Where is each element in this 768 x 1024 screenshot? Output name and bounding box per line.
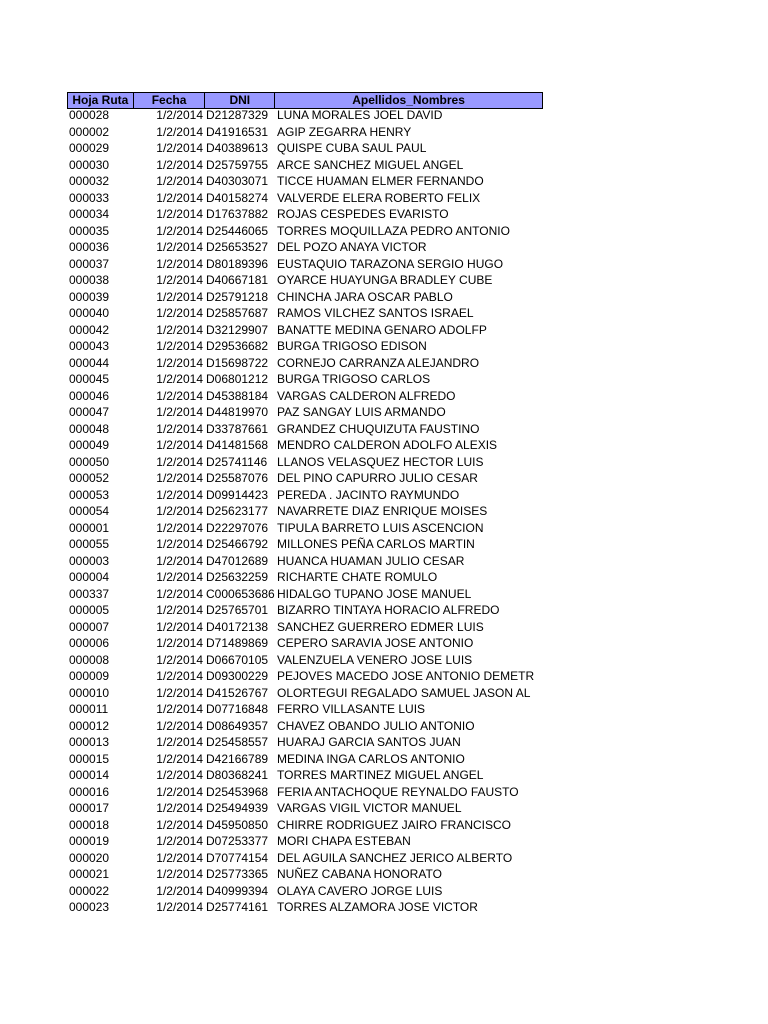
- dni-cell[interactable]: D25741146: [206, 454, 268, 469]
- hoja-ruta-cell[interactable]: 000014: [69, 768, 110, 782]
- fecha-cell[interactable]: 1/2/2014: [156, 636, 203, 650]
- fecha-cell[interactable]: 1/2/2014: [156, 603, 203, 617]
- dni-cell[interactable]: D45388184: [206, 388, 269, 403]
- nombres-cell[interactable]: CHAVEZ OBANDO JULIO ANTONIO: [277, 718, 475, 733]
- nombres-cell[interactable]: FERRO VILLASANTE LUIS: [277, 702, 426, 716]
- dni-cell[interactable]: D47012689: [206, 553, 269, 568]
- fecha-cell[interactable]: 1/2/2014: [156, 190, 203, 205]
- hoja-ruta-cell[interactable]: 000036: [69, 240, 110, 254]
- table-row: [67, 718, 543, 735]
- hoja-ruta-cell[interactable]: 000034: [69, 207, 110, 221]
- nombres-cell[interactable]: MEDINA INGA CARLOS ANTONIO: [277, 751, 465, 766]
- nombres-cell[interactable]: QUISPE CUBA SAUL PAUL: [277, 141, 427, 155]
- fecha-cell[interactable]: 1/2/2014: [156, 256, 203, 271]
- fecha-cell[interactable]: 1/2/2014: [156, 850, 203, 865]
- nombres-cell[interactable]: RAMOS VILCHEZ SANTOS ISRAEL: [277, 306, 474, 320]
- fecha-cell[interactable]: 1/2/2014: [156, 108, 203, 122]
- fecha-cell[interactable]: 1/2/2014: [156, 768, 203, 782]
- nombres-cell[interactable]: SANCHEZ GUERRERO EDMER LUIS: [277, 619, 484, 634]
- hoja-ruta-cell[interactable]: 000022: [69, 883, 110, 898]
- nombres-cell[interactable]: BIZARRO TINTAYA HORACIO ALFREDO: [277, 603, 500, 617]
- table-row: [67, 157, 543, 174]
- nombres-cell[interactable]: CHIRRE RODRIGUEZ JAIRO FRANCISCO: [277, 817, 512, 832]
- nombres-cell[interactable]: VALENZUELA VENERO JOSE LUIS: [277, 652, 473, 667]
- hoja-ruta-cell[interactable]: 000046: [69, 388, 110, 403]
- hoja-ruta-cell[interactable]: 000016: [69, 784, 110, 799]
- nombres-cell[interactable]: NUÑEZ CABANA HONORATO: [277, 867, 442, 881]
- fecha-cell[interactable]: 1/2/2014: [156, 801, 203, 815]
- nombres-cell[interactable]: PEJOVES MACEDO JOSE ANTONIO DEMETR: [277, 669, 535, 683]
- hoja-ruta-cell[interactable]: 000047: [69, 405, 110, 419]
- fecha-cell[interactable]: 1/2/2014: [156, 240, 203, 254]
- fecha-cell[interactable]: 1/2/2014: [156, 388, 203, 403]
- nombres-cell[interactable]: VALVERDE ELERA ROBERTO FELIX: [277, 190, 481, 205]
- nombres-cell[interactable]: MENDRO CALDERON ADOLFO ALEXIS: [277, 438, 498, 452]
- fecha-cell[interactable]: 1/2/2014: [156, 669, 203, 683]
- header-hoja-ruta[interactable]: Hoja Ruta: [68, 93, 134, 108]
- fecha-cell[interactable]: 1/2/2014: [156, 289, 203, 304]
- fecha-cell[interactable]: 1/2/2014: [156, 471, 203, 485]
- dni-cell[interactable]: D06801212: [206, 372, 269, 386]
- dni-cell[interactable]: D41526767: [206, 685, 269, 700]
- fecha-cell[interactable]: 1/2/2014: [156, 784, 203, 799]
- nombres-cell[interactable]: BURGA TRIGOSO EDISON: [277, 339, 427, 353]
- dni-cell[interactable]: D22297076: [206, 520, 269, 535]
- hoja-ruta-cell[interactable]: 000049: [69, 438, 110, 452]
- dni-cell[interactable]: D07716848: [206, 702, 269, 716]
- hoja-ruta-cell[interactable]: 000043: [69, 339, 110, 353]
- nombres-cell[interactable]: OYARCE HUAYUNGA BRADLEY CUBE: [277, 273, 493, 287]
- hoja-ruta-cell[interactable]: 000004: [69, 570, 110, 584]
- dni-cell[interactable]: D70774154: [206, 850, 269, 865]
- fecha-cell[interactable]: 1/2/2014: [156, 652, 203, 667]
- dni-cell[interactable]: D25458557: [206, 735, 269, 749]
- table-row: [67, 701, 543, 718]
- dni-cell[interactable]: D80368241: [206, 768, 269, 782]
- hoja-ruta-cell[interactable]: 000009: [69, 669, 110, 683]
- table-row: [67, 289, 543, 306]
- fecha-cell[interactable]: 1/2/2014: [156, 537, 203, 551]
- hoja-ruta-cell[interactable]: 000050: [69, 454, 110, 469]
- fecha-cell[interactable]: 1/2/2014: [156, 867, 203, 881]
- table-row: [67, 619, 543, 636]
- table-row: [67, 421, 543, 438]
- dni-cell[interactable]: D21287329: [206, 108, 269, 122]
- dni-cell[interactable]: D32129907: [206, 322, 269, 337]
- nombres-cell[interactable]: DEL POZO ANAYA VICTOR: [277, 240, 427, 254]
- nombres-cell[interactable]: OLAYA CAVERO JORGE LUIS: [277, 883, 443, 898]
- hoja-ruta-cell[interactable]: 000054: [69, 504, 110, 518]
- nombres-cell[interactable]: FERIA ANTACHOQUE REYNALDO FAUSTO: [277, 784, 519, 799]
- dni-cell[interactable]: D40303071: [206, 174, 269, 188]
- dni-cell[interactable]: D40172138: [206, 619, 269, 634]
- fecha-cell[interactable]: 1/2/2014: [156, 405, 203, 419]
- table-row: [67, 487, 543, 504]
- header-fecha[interactable]: Fecha: [134, 93, 206, 108]
- hoja-ruta-cell[interactable]: 000011: [69, 702, 109, 716]
- nombres-cell[interactable]: TORRES MOQUILLAZA PEDRO ANTONIO: [277, 223, 510, 238]
- fecha-cell[interactable]: 1/2/2014: [156, 372, 203, 386]
- nombres-cell[interactable]: HIDALGO TUPANO JOSE MANUEL: [277, 586, 472, 601]
- table-row: [67, 899, 543, 916]
- dni-cell[interactable]: D25623177: [206, 504, 269, 518]
- fecha-cell[interactable]: 1/2/2014: [156, 751, 203, 766]
- table-row: [67, 586, 543, 603]
- hoja-ruta-cell[interactable]: 000006: [69, 636, 110, 650]
- dni-cell[interactable]: D25466792: [206, 537, 269, 551]
- dni-cell[interactable]: D42166789: [206, 751, 269, 766]
- nombres-cell[interactable]: TICCE HUAMAN ELMER FERNANDO: [277, 174, 484, 188]
- nombres-cell[interactable]: VARGAS CALDERON ALFREDO: [277, 388, 456, 403]
- nombres-cell[interactable]: RICHARTE CHATE ROMULO: [277, 570, 438, 584]
- hoja-ruta-cell[interactable]: 000015: [69, 751, 110, 766]
- hoja-ruta-cell[interactable]: 000021: [69, 867, 110, 881]
- table-row: [67, 850, 543, 867]
- dni-cell[interactable]: D40158274: [206, 190, 269, 205]
- dni-cell[interactable]: D25494939: [206, 801, 269, 815]
- table-row: [67, 190, 543, 207]
- hoja-ruta-cell[interactable]: 000045: [69, 372, 110, 386]
- dni-cell[interactable]: D17637882: [206, 207, 269, 221]
- nombres-cell[interactable]: TORRES MARTINEZ MIGUEL ANGEL: [277, 768, 484, 782]
- dni-cell[interactable]: D25587076: [206, 471, 269, 485]
- table-row: [67, 751, 543, 768]
- table-row: [67, 602, 543, 619]
- table-row: [67, 734, 543, 751]
- table-row: [67, 784, 543, 801]
- hoja-ruta-cell[interactable]: 000337: [69, 586, 110, 601]
- hoja-ruta-cell[interactable]: 000007: [69, 619, 110, 634]
- fecha-cell[interactable]: 1/2/2014: [156, 817, 203, 832]
- table-row: [67, 652, 543, 669]
- dni-cell[interactable]: D71489869: [206, 636, 269, 650]
- table-row: [67, 833, 543, 850]
- dni-cell[interactable]: C000653686: [206, 586, 275, 601]
- table-row: [67, 569, 543, 586]
- fecha-cell[interactable]: 1/2/2014: [156, 487, 203, 502]
- table-row: [67, 173, 543, 190]
- hoja-ruta-cell[interactable]: 000017: [69, 801, 110, 815]
- fecha-cell[interactable]: 1/2/2014: [156, 834, 203, 848]
- dni-cell[interactable]: D09300229: [206, 669, 269, 683]
- dni-cell[interactable]: D25759755: [206, 157, 269, 172]
- fecha-cell[interactable]: 1/2/2014: [156, 718, 203, 733]
- nombres-cell[interactable]: ROJAS CESPEDES EVARISTO: [277, 207, 449, 221]
- fecha-cell[interactable]: 1/2/2014: [156, 141, 203, 155]
- hoja-ruta-cell[interactable]: 000033: [69, 190, 110, 205]
- hoja-ruta-cell[interactable]: 000013: [69, 735, 110, 749]
- nombres-cell[interactable]: NAVARRETE DIAZ ENRIQUE MOISES: [277, 504, 488, 518]
- dni-cell[interactable]: D25765701: [206, 603, 269, 617]
- hoja-ruta-cell[interactable]: 000032: [69, 174, 110, 188]
- table-row: [67, 817, 543, 834]
- dni-cell[interactable]: D44819970: [206, 405, 269, 419]
- hoja-ruta-cell[interactable]: 000048: [69, 421, 110, 436]
- table-row: [67, 520, 543, 537]
- fecha-cell[interactable]: 1/2/2014: [156, 174, 203, 188]
- fecha-cell[interactable]: 1/2/2014: [156, 157, 203, 172]
- fecha-cell[interactable]: 1/2/2014: [156, 124, 203, 139]
- dni-cell[interactable]: D25632259: [206, 570, 269, 584]
- hoja-ruta-cell[interactable]: 000020: [69, 850, 110, 865]
- fecha-cell[interactable]: 1/2/2014: [156, 586, 203, 601]
- fecha-cell[interactable]: 1/2/2014: [156, 421, 203, 436]
- dni-cell[interactable]: D41481568: [206, 438, 269, 452]
- fecha-cell[interactable]: 1/2/2014: [156, 735, 203, 749]
- table-row: [67, 272, 543, 289]
- fecha-cell[interactable]: 1/2/2014: [156, 570, 203, 584]
- dni-cell[interactable]: D25653527: [206, 240, 269, 254]
- table-row: [67, 124, 543, 141]
- hoja-ruta-cell[interactable]: 000012: [69, 718, 110, 733]
- hoja-ruta-cell[interactable]: 000039: [69, 289, 110, 304]
- hoja-ruta-cell[interactable]: 000042: [69, 322, 110, 337]
- dni-cell[interactable]: D15698722: [206, 355, 269, 370]
- fecha-cell[interactable]: 1/2/2014: [156, 223, 203, 238]
- nombres-cell[interactable]: PEREDA . JACINTO RAYMUNDO: [277, 487, 460, 502]
- hoja-ruta-cell[interactable]: 000001: [69, 520, 110, 535]
- nombres-cell[interactable]: CEPERO SARAVIA JOSE ANTONIO: [277, 636, 474, 650]
- table-row: [67, 338, 543, 355]
- table-row: [67, 503, 543, 520]
- dni-cell[interactable]: D40999394: [206, 883, 269, 898]
- dni-cell[interactable]: D40389613: [206, 141, 269, 155]
- dni-cell[interactable]: D29536682: [206, 339, 269, 353]
- fecha-cell[interactable]: 1/2/2014: [156, 207, 203, 221]
- hoja-ruta-cell[interactable]: 000038: [69, 273, 110, 287]
- nombres-cell[interactable]: PAZ SANGAY LUIS ARMANDO: [277, 405, 446, 419]
- hoja-ruta-cell[interactable]: 000010: [69, 685, 110, 700]
- table-row: [67, 322, 543, 339]
- hoja-ruta-cell[interactable]: 000005: [69, 603, 110, 617]
- nombres-cell[interactable]: EUSTAQUIO TARAZONA SERGIO HUGO: [277, 256, 504, 271]
- dni-cell[interactable]: D41916531: [206, 124, 269, 139]
- fecha-cell[interactable]: 1/2/2014: [156, 553, 203, 568]
- table-row: [67, 355, 543, 372]
- dni-cell[interactable]: D08649357: [206, 718, 269, 733]
- table-row: [67, 140, 543, 157]
- table-row: [67, 800, 543, 817]
- table-row: [67, 305, 543, 322]
- nombres-cell[interactable]: BURGA TRIGOSO CARLOS: [277, 372, 431, 386]
- table-row: [67, 239, 543, 256]
- dni-cell[interactable]: D09914423: [206, 487, 269, 502]
- table-row: [67, 256, 543, 273]
- nombres-cell[interactable]: VARGAS VIGIL VICTOR MANUEL: [277, 801, 462, 815]
- table-row: [67, 635, 543, 652]
- spreadsheet-table: [67, 92, 543, 916]
- hoja-ruta-cell[interactable]: 000003: [69, 553, 110, 568]
- hoja-ruta-cell[interactable]: 000055: [69, 537, 110, 551]
- nombres-cell[interactable]: CORNEJO CARRANZA ALEJANDRO: [277, 355, 480, 370]
- hoja-ruta-cell[interactable]: 000052: [69, 471, 110, 485]
- header-dni[interactable]: DNI: [205, 93, 275, 108]
- hoja-ruta-cell[interactable]: 000040: [69, 306, 110, 320]
- table-row: [67, 437, 543, 454]
- dni-cell[interactable]: D07253377: [206, 834, 269, 848]
- fecha-cell[interactable]: 1/2/2014: [156, 504, 203, 518]
- table-row: [67, 767, 543, 784]
- table-row: [67, 470, 543, 487]
- fecha-cell[interactable]: 1/2/2014: [156, 619, 203, 634]
- header-apellidos-nombres[interactable]: Apellidos_Nombres: [352, 93, 465, 107]
- nombres-cell[interactable]: TORRES ALZAMORA JOSE VICTOR: [277, 900, 478, 914]
- nombres-cell[interactable]: HUARAJ GARCIA SANTOS JUAN: [277, 735, 461, 749]
- hoja-ruta-cell[interactable]: 000053: [69, 487, 110, 502]
- table-row: [67, 404, 543, 421]
- fecha-cell[interactable]: 1/2/2014: [156, 900, 203, 914]
- fecha-cell[interactable]: 1/2/2014: [156, 454, 203, 469]
- dni-cell[interactable]: D45950850: [206, 817, 269, 832]
- table-row: [67, 223, 543, 240]
- hoja-ruta-cell[interactable]: 000028: [69, 108, 110, 122]
- fecha-cell[interactable]: 1/2/2014: [156, 306, 203, 320]
- hoja-ruta-cell[interactable]: 000008: [69, 652, 110, 667]
- dni-cell[interactable]: D80189396: [206, 256, 269, 271]
- nombres-cell[interactable]: BANATTE MEDINA GENARO ADOLFP: [277, 322, 487, 337]
- hoja-ruta-cell[interactable]: 000044: [69, 355, 110, 370]
- fecha-cell[interactable]: 1/2/2014: [156, 883, 203, 898]
- hoja-ruta-cell[interactable]: 000037: [69, 256, 110, 271]
- fecha-cell[interactable]: 1/2/2014: [156, 273, 203, 287]
- hoja-ruta-cell[interactable]: 000002: [69, 124, 110, 139]
- dni-cell[interactable]: D06670105: [206, 652, 269, 667]
- table-row: [67, 371, 543, 388]
- nombres-cell[interactable]: AGIP ZEGARRA HENRY: [277, 124, 412, 139]
- dni-cell[interactable]: D33787661: [206, 421, 269, 436]
- table-body: [67, 107, 543, 916]
- dni-cell[interactable]: D25857687: [206, 306, 269, 320]
- dni-cell[interactable]: D25773365: [206, 867, 269, 881]
- dni-cell[interactable]: D25446065: [206, 223, 269, 238]
- table-row: [67, 206, 543, 223]
- nombres-cell[interactable]: TIPULA BARRETO LUIS ASCENCION: [277, 520, 484, 535]
- nombres-cell[interactable]: LUNA MORALES JOEL DAVID: [277, 108, 443, 122]
- fecha-cell[interactable]: 1/2/2014: [156, 355, 203, 370]
- nombres-cell[interactable]: CHINCHA JARA OSCAR PABLO: [277, 289, 453, 304]
- nombres-cell[interactable]: DEL AGUILA SANCHEZ JERICO ALBERTO: [277, 850, 513, 865]
- dni-cell[interactable]: D25791218: [206, 289, 269, 304]
- fecha-cell[interactable]: 1/2/2014: [156, 702, 203, 716]
- nombres-cell[interactable]: OLORTEGUI REGALADO SAMUEL JASON AL: [277, 685, 531, 700]
- table-row: [67, 454, 543, 471]
- table-row: [67, 553, 543, 570]
- hoja-ruta-cell[interactable]: 000035: [69, 223, 110, 238]
- table-row: [67, 668, 543, 685]
- table-row: [67, 685, 543, 702]
- fecha-cell[interactable]: 1/2/2014: [156, 322, 203, 337]
- dni-cell[interactable]: D25774161: [206, 900, 269, 914]
- nombres-cell[interactable]: GRANDEZ CHUQUIZUTA FAUSTINO: [277, 421, 480, 436]
- hoja-ruta-cell[interactable]: 000030: [69, 157, 110, 172]
- table-row: [67, 536, 543, 553]
- hoja-ruta-cell[interactable]: 000023: [69, 900, 110, 914]
- hoja-ruta-cell[interactable]: 000019: [69, 834, 110, 848]
- dni-cell[interactable]: D40667181: [206, 273, 269, 287]
- table-row: [67, 883, 543, 900]
- nombres-cell[interactable]: HUANCA HUAMAN JULIO CESAR: [277, 553, 465, 568]
- fecha-cell[interactable]: 1/2/2014: [156, 339, 203, 353]
- nombres-cell[interactable]: MILLONES PEÑA CARLOS MARTIN: [277, 537, 475, 551]
- nombres-cell[interactable]: LLANOS VELASQUEZ HECTOR LUIS: [277, 454, 484, 469]
- nombres-cell[interactable]: ARCE SANCHEZ MIGUEL ANGEL: [277, 157, 464, 172]
- hoja-ruta-cell[interactable]: 000018: [69, 817, 110, 832]
- hoja-ruta-cell[interactable]: 000029: [69, 141, 110, 155]
- fecha-cell[interactable]: 1/2/2014: [156, 685, 203, 700]
- table-row: [67, 866, 543, 883]
- nombres-cell[interactable]: MORI CHAPA ESTEBAN: [277, 834, 411, 848]
- table-row: [67, 107, 543, 124]
- fecha-cell[interactable]: 1/2/2014: [156, 520, 203, 535]
- nombres-cell[interactable]: DEL PINO CAPURRO JULIO CESAR: [277, 471, 478, 485]
- fecha-cell[interactable]: 1/2/2014: [156, 438, 203, 452]
- table-row: [67, 388, 543, 405]
- dni-cell[interactable]: D25453968: [206, 784, 269, 799]
